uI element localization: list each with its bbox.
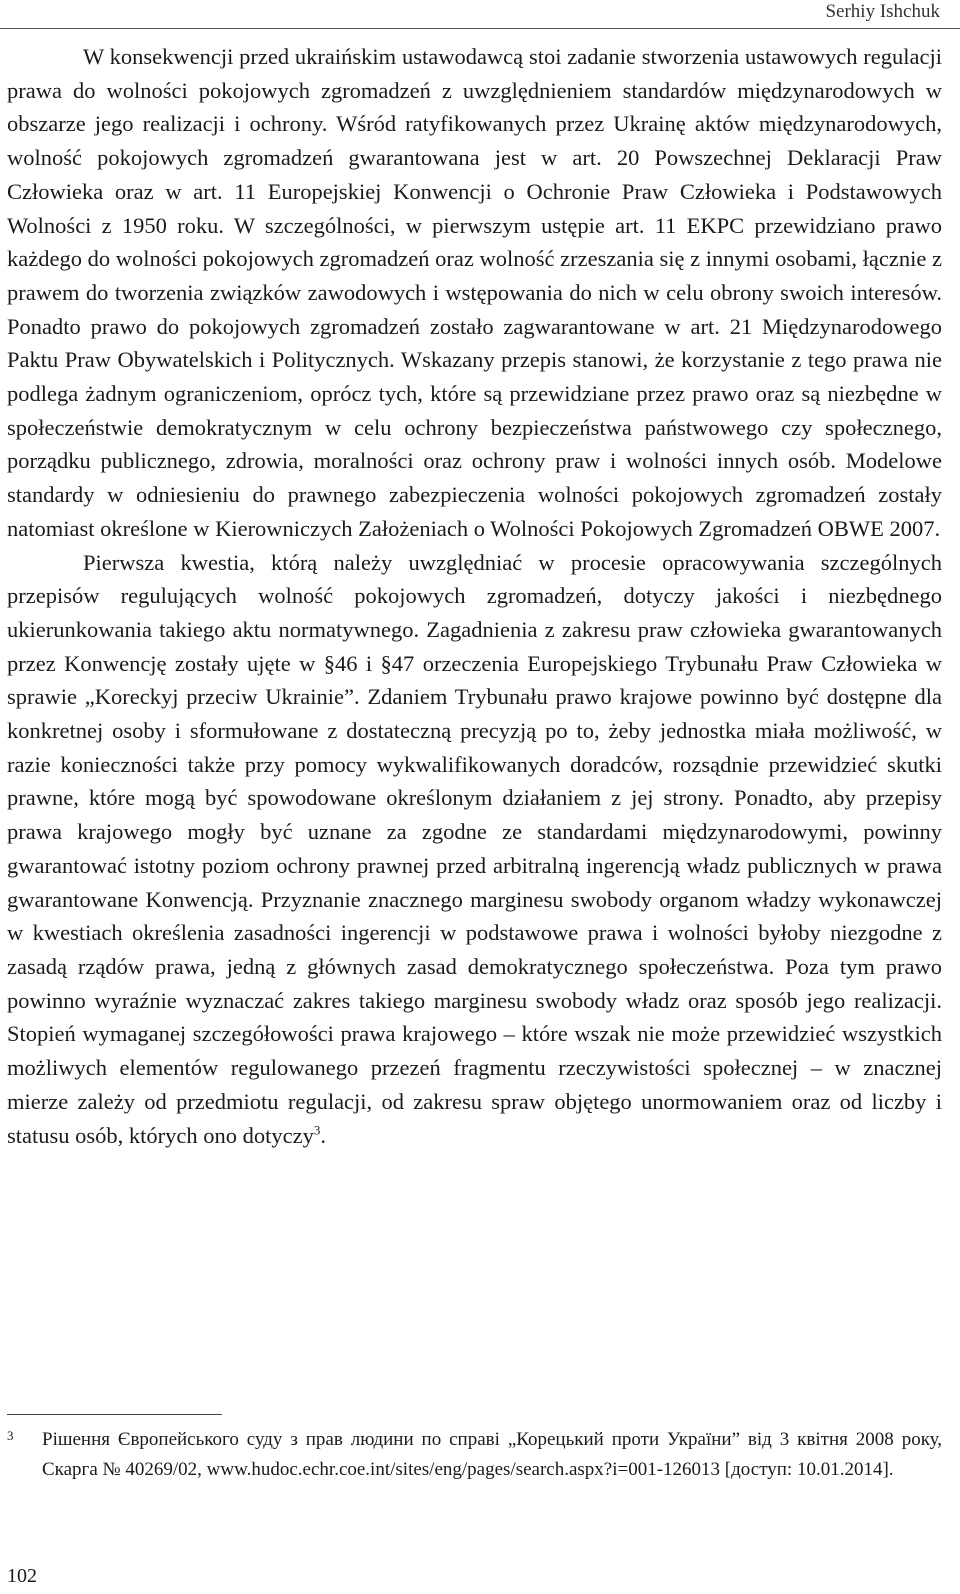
footnote-number: 3 — [7, 1428, 14, 1443]
paragraph-2-text: Pierwsza kwestia, którą należy uwzględniać w procesie opracowywania szczególnych przepisów regulujących wolność pokojowych zgromadzeń, dotyczy jakości i niezbędnego ukierunkowania takiego aktu normatywnego. Zagadnienia z zakresu praw człowieka gwarantowanych przez Konwencję zostały ujęte w §46 i §47 orzeczenia Europejskiego Trybunału Praw Człowieka w sprawie „Koreckyj przeciw Ukrainie”. Zdaniem Trybunału prawo krajowe powinno być dostępne dla konkretnej osoby i sformułowane z dostateczną precyzją po to, żeby jednostka miała możliwość, w razie konieczności także przy pomocy wykwalifikowanych doradców, rozsądnie przewidzieć skutki prawne, które mogą być spowodowane określonym działaniem z jej strony. Ponadto, aby przepisy prawa krajowego mogły być uznane za zgodne ze standardami międzynarodowymi, powinny gwarantować istotny poziom ochrony prawnej przed arbitralną ingerencją władz publicznych w prawa gwarantowane Konwencją. Przyznanie znacznego marginesu swobody organom władzy wykonawczej w kwestiach określenia zasadności ingerencji w podstawowe prawa i wolności byłoby niezgodne z zasadą rządów prawa, jedną z głównych zasad demokratycznego społeczeństwa. Poza tym prawo powinno wyraźnie wyznaczać zakres takiego marginesu swobody władz oraz sposób jego realizacji. Stopień wymaganej szczegółowości prawa krajowego – które wszak nie może przewidzieć wszystkich możliwych elementów regulowanego przezeń fragmentu rzeczywistości społecznej – w znacznej mierze zależy od przedmiotu regulacji, od zakresu spraw objętego unormowaniem oraz od liczby i statusu osób, których ono dotyczy — [7, 549, 942, 1148]
header-rule — [0, 28, 960, 29]
footnote-reference[interactable]: 3 — [313, 1122, 321, 1137]
paragraph-1: W konsekwencji przed ukraińskim ustawodawcą stoi zadanie stworzenia ustawowych regulacji prawa do wolności pokojowych zgromadzeń z uwzględnieniem standardów międzynarodowych w obszarze jego realizacji i ochrony. Wśród ratyfikowanych przez Ukrainę aktów międzynarodowych, wolność pokojowych zgromadzeń gwarantowana jest w art. 20 Powszechnej Deklaracji Praw Człowieka oraz w art. 11 Europejskiej Konwencji o Ochronie Praw Człowieka i Podstawowych Wolności z 1950 roku. W szczególności, w pierwszym ustępie art. 11 EKPC przewidziano prawo każdego do wolności pokojowych zgromadzeń oraz wolność zrzeszania się z innymi osobami, łącznie z prawem do tworzenia związków zawodowych i wstępowania do nich w celu obrony swoich interesów. Ponadto prawo do pokojowych zgromadzeń zostało zagwarantowane w art. 21 Międzynarodowego Paktu Praw Obywatelskich i Politycznych. Wskazany przepis stanowi, że korzystanie z tego prawa nie podlega żadnym ograniczeniom, oprócz tych, które są przewidziane przez prawo oraz są niezbędne w społeczeństwie demokratycznym w celu ochrony bezpieczeństwa państwowego czy społecznego, porządku publicznego, zdrowia, moralności oraz ochrony praw i wolności innych osób. Modelowe standardy w odniesieniu do prawnego zabezpieczenia wolności pokojowych zgromadzeń zostały natomiast określone w Kierowniczych Założeniach o Wolności Pokojowych Zgromadzeń OBWE 2007. — [7, 44, 942, 541]
page-number: 102 — [7, 1565, 37, 1587]
footnote-rule — [7, 1414, 222, 1415]
running-header-author: Serhiy Ishchuk — [825, 1, 940, 22]
footnote-text: Рішення Європейського суду з прав людини по справі „Корецький проти України” від 3 квітня 2008 року, Скарга № 40269/02, www.hudoc.echr.coe.int/sites/eng/pages/search.aspx?i=001-126013 [доступ: 10.01.2014]. — [42, 1429, 942, 1480]
footnote — [7, 1425, 942, 1485]
paragraph-2: Pierwsza kwestia, którą należy uwzględniać w procesie opracowywania szczególnych przepisów regulujących wolność pokojowych zgromadzeń, dotyczy jakości i niezbędnego ukierunkowania takiego aktu normatywnego. Zagadnienia z zakresu praw człowieka gwarantowanych przez Konwencję zostały ujęte w §46 i §47 orzeczenia Europejskiego Trybunału Praw Człowieka w sprawie „Koreckyj przeciw Ukrainie”. Zdaniem Trybunału prawo krajowe powinno być dostępne dla konkretnej osoby i sformułowane z dostateczną precyzją po to, żeby jednostka miała możliwość, w razie konieczności także przy pomocy wykwalifikowanych doradców, rozsądnie przewidzieć skutki prawne, które mogą być spowodowane określonym działaniem z jej strony. Ponadto, aby przepisy prawa krajowego mogły być uznane za zgodne ze standardami międzynarodowymi, powinny gwarantować istotny poziom ochrony prawnej przed arbitralną ingerencją władz publicznych w prawa gwarantowane Konwencją. Przyznanie znacznego marginesu swobody organom władzy wykonawczej w kwestiach określenia zasadności ingerencji w podstawowe prawa i wolności byłoby niezgodne z zasadą rządów prawa, jedną z głównych zasad demokratycznego społeczeństwa. Poza tym prawo powinno wyraźnie wyznaczać zakres takiego marginesu swobody władz oraz sposób jego realizacji. Stopień wymaganej szczegółowości prawa krajowego – które wszak nie może przewidzieć wszystkich możliwych elementów regulowanego przezeń fragmentu rzeczywistości społecznej – w znacznej mierze zależy od przedmiotu regulacji, od zakresu spraw objętego unormowaniem oraz od liczby i statusu osób, których ono dotyczy$^3$. — [7, 549, 942, 1148]
main-text — [7, 40, 942, 1152]
